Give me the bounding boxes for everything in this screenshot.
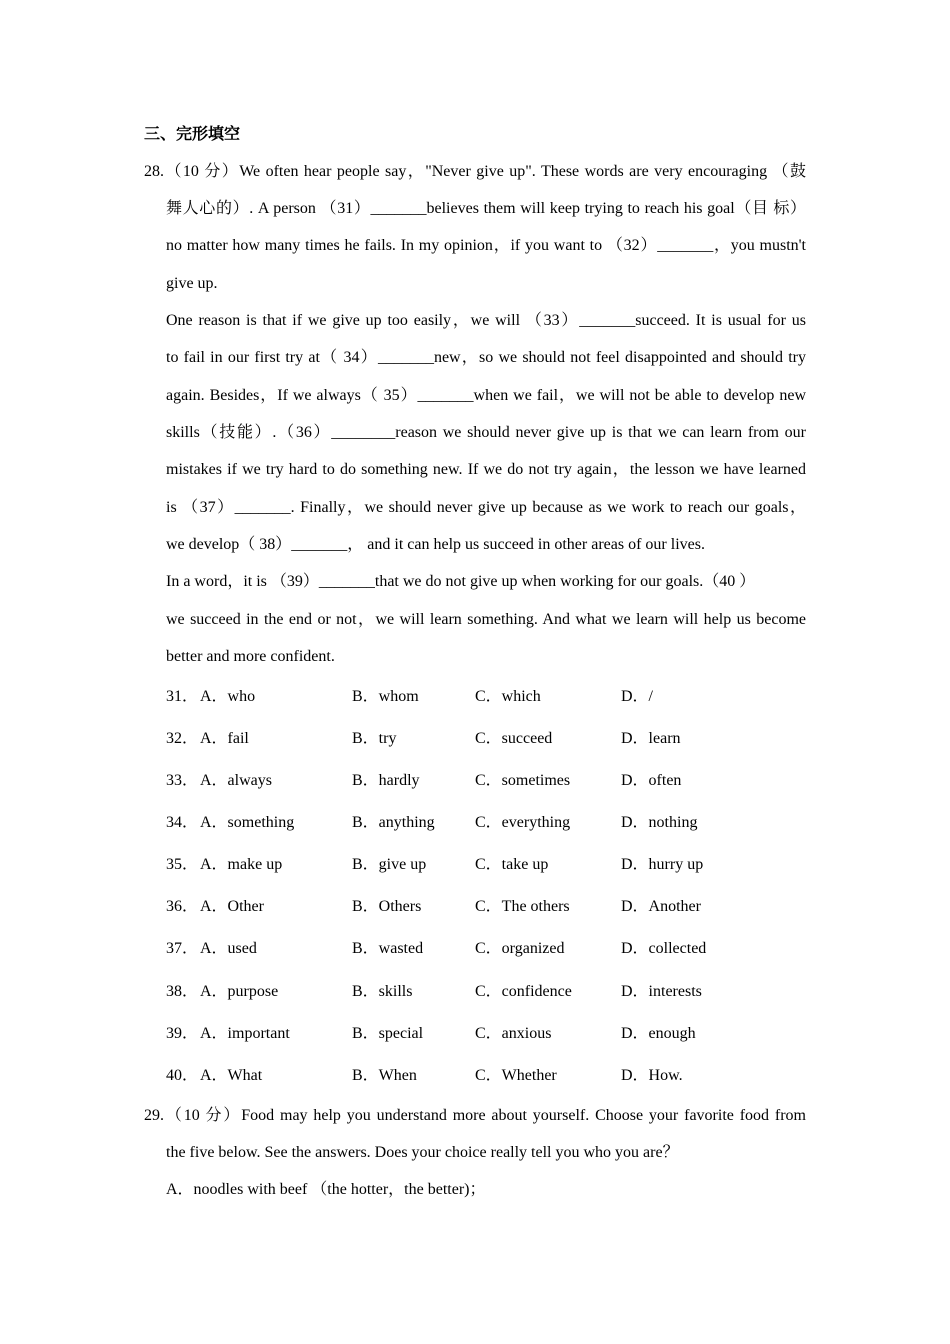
option-a: A．used: [200, 940, 257, 957]
q29-line: A．noodles with beef （the hotter，the better)；: [166, 1181, 486, 1198]
q29-line: the five below. See the answers. Does your choice really tell you who you are？: [166, 1144, 679, 1161]
q28-line: skills（技能）.（36）________reason we should never give up is that we can learn from our: [166, 424, 806, 441]
q28-line: In a word，it is （39）_______that we do not give up when working for our goals.（40 ）: [166, 573, 756, 590]
option-a: A．Other: [200, 898, 264, 915]
option-a: A．something: [200, 814, 295, 831]
option-b: B．wasted: [352, 940, 424, 957]
q28-line: mistakes if we try hard to do something new. If we do not try again，the lesson we have learned: [166, 461, 806, 478]
option-c: C．everything: [475, 814, 571, 831]
q28-line: no matter how many times he fails. In my opinion，if you want to （32）_______，you mustn't: [166, 237, 806, 254]
option-c: C．sometimes: [475, 772, 571, 789]
option-number: 34．: [166, 814, 199, 831]
q28-line: we develop（ 38）_______， and it can help us succeed in other areas of our lives.: [166, 536, 705, 553]
option-number: 36．: [166, 898, 199, 915]
option-number: 35．: [166, 856, 199, 873]
section-title: 三、完形填空: [144, 124, 241, 143]
option-number: 33．: [166, 772, 199, 789]
option-d: D．learn: [621, 730, 681, 747]
option-a: A．important: [200, 1025, 290, 1042]
option-b: B．try: [352, 730, 397, 747]
q28-line: 28.（10 分）We often hear people say，"Never give up". These words are very encouraging （鼓: [144, 163, 806, 180]
option-number: 37．: [166, 940, 199, 957]
option-d: D．/: [621, 688, 654, 705]
option-c: C．Whether: [475, 1067, 557, 1084]
option-d: D．hurry up: [621, 856, 704, 873]
q28-line: better and more confident.: [166, 648, 335, 665]
q28-line: give up.: [166, 275, 218, 292]
q28-line: to fail in our first try at（ 34）_______new，so we should not feel disappointed and should try: [166, 349, 806, 366]
option-number: 32．: [166, 730, 199, 747]
option-b: B．whom: [352, 688, 419, 705]
option-c: C．The others: [475, 898, 570, 915]
q29-line: 29.（10 分）Food may help you understand more about yourself. Choose your favorite food from: [144, 1107, 806, 1124]
option-a: A．make up: [200, 856, 283, 873]
q28-line: is （37）_______. Finally，we should never give up because as we work to reach our goals，: [166, 499, 806, 516]
option-a: A．always: [200, 772, 272, 789]
option-number: 40．: [166, 1067, 199, 1084]
q28-line: we succeed in the end or not，we will learn something. And what we learn will help us become: [166, 611, 806, 628]
option-a: A．fail: [200, 730, 249, 747]
option-a: A．What: [200, 1067, 263, 1084]
option-d: D．nothing: [621, 814, 698, 831]
option-c: C．organized: [475, 940, 565, 957]
option-c: C．which: [475, 688, 541, 705]
q28-line: One reason is that if we give up too easily，we will （33）_______succeed. It is usual for us: [166, 312, 806, 329]
option-d: D．enough: [621, 1025, 696, 1042]
option-b: B．Others: [352, 898, 422, 915]
option-d: D．How.: [621, 1067, 683, 1084]
option-b: B．give up: [352, 856, 427, 873]
option-d: D．collected: [621, 940, 707, 957]
option-a: A．who: [200, 688, 256, 705]
option-b: B．When: [352, 1067, 417, 1084]
option-number: 39．: [166, 1025, 199, 1042]
option-c: C．confidence: [475, 983, 572, 1000]
option-c: C．take up: [475, 856, 549, 873]
option-c: C．anxious: [475, 1025, 552, 1042]
q28-line: 舞人心的）. A person （31）_______believes them will keep trying to reach his goal（目 标）: [166, 200, 806, 217]
option-d: D．Another: [621, 898, 701, 915]
option-b: B．hardly: [352, 772, 420, 789]
option-d: D．interests: [621, 983, 702, 1000]
option-b: B．anything: [352, 814, 435, 831]
option-a: A．purpose: [200, 983, 279, 1000]
option-c: C．succeed: [475, 730, 553, 747]
option-b: B．skills: [352, 983, 413, 1000]
option-d: D．often: [621, 772, 682, 789]
option-b: B．special: [352, 1025, 424, 1042]
option-number: 31．: [166, 688, 199, 705]
q28-line: again. Besides，If we always（ 35）_______when we fail，we will not be able to develop new: [166, 387, 806, 404]
option-number: 38．: [166, 983, 199, 1000]
